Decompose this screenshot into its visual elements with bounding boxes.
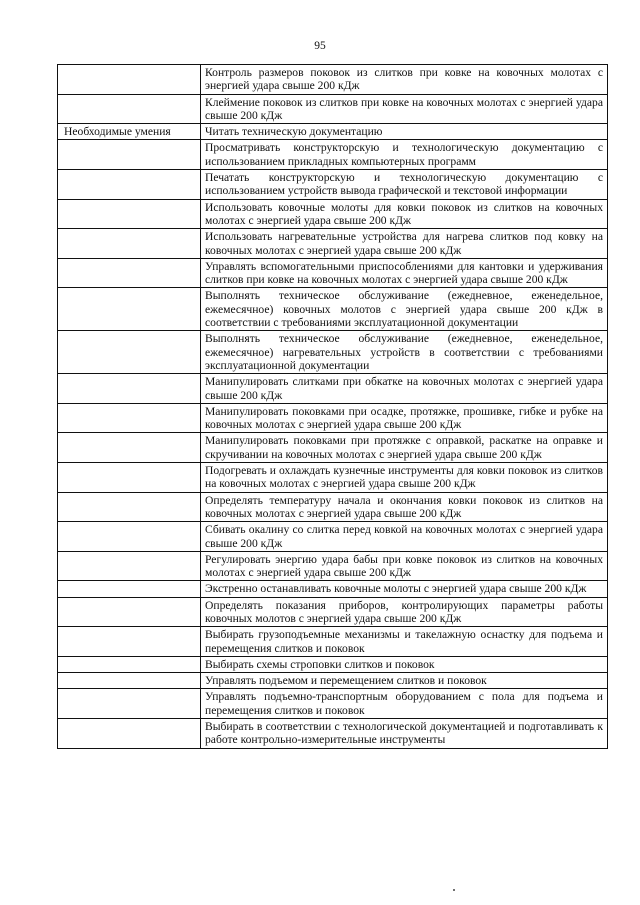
row-text-cell: Определять температуру начала и окончания ковки поковок из слитков на ковочных молотах с энергией удара свыше 200 кДж xyxy=(201,492,608,522)
table-row xyxy=(58,140,608,170)
table-row xyxy=(58,719,608,749)
row-label-cell xyxy=(58,656,201,672)
table-row xyxy=(58,229,608,259)
row-text-cell: Выполнять техническое обслуживание (ежедневное, еженедельное, ежемесячное) нагревательных устройств в соответствии с требованиями эксплуатационной документации xyxy=(201,331,608,374)
row-text-cell: Экстренно останавливать ковочные молоты с энергией удара свыше 200 кДж xyxy=(201,581,608,597)
row-label-cell xyxy=(58,140,201,170)
row-text-cell: Управлять подъемом и перемещением слитков и поковок xyxy=(201,673,608,689)
table-row xyxy=(58,597,608,627)
row-label-cell xyxy=(58,433,201,463)
row-text-cell: Регулировать энергию удара бабы при ковке поковок из слитков на ковочных молотах с энергией удара свыше 200 кДж xyxy=(201,551,608,581)
row-label-cell xyxy=(58,492,201,522)
table-row xyxy=(58,522,608,552)
row-text-cell: Выбирать грузоподъемные механизмы и такелажную оснастку для подъема и перемещения слитков и поковок xyxy=(201,627,608,657)
row-label-cell xyxy=(58,229,201,259)
table-row xyxy=(58,492,608,522)
row-label-cell xyxy=(58,65,201,95)
table-row xyxy=(58,673,608,689)
row-text-cell: Выбирать в соответствии с технологической документацией и подготавливать к работе контрольно-измерительные инструменты xyxy=(201,719,608,749)
row-text-cell: Управлять подъемно-транспортным оборудованием с пола для подъема и перемещения слитков и поковок xyxy=(201,689,608,719)
row-label-cell xyxy=(58,331,201,374)
requirements-table xyxy=(57,64,608,749)
row-text-cell: Выполнять техническое обслуживание (ежедневное, еженедельное, ежемесячное) ковочных молотов с энергией удара свыше 200 кДж в соответствии с требованиями эксплуатационной документации xyxy=(201,288,608,331)
row-text-cell: Подогревать и охлаждать кузнечные инструменты для ковки поковок из слитков на ковочных молотах с энергией удара свыше 200 кДж xyxy=(201,463,608,493)
table-row xyxy=(58,288,608,331)
row-label-cell xyxy=(58,673,201,689)
row-label-cell xyxy=(58,689,201,719)
table-body xyxy=(58,65,608,749)
table-row xyxy=(58,65,608,95)
row-text-cell: Использовать нагревательные устройства для нагрева слитков под ковку на ковочных молотах с энергией удара свыше 200 кДж xyxy=(201,229,608,259)
table-row xyxy=(58,689,608,719)
row-label-cell xyxy=(58,374,201,404)
table-row xyxy=(58,94,608,124)
table-row xyxy=(58,124,608,140)
table-row xyxy=(58,433,608,463)
table-row xyxy=(58,627,608,657)
row-label-cell xyxy=(58,199,201,229)
row-label-cell xyxy=(58,551,201,581)
row-text-cell: Определять показания приборов, контролирующих параметры работы ковочных молотов с энергией удара свыше 200 кДж xyxy=(201,597,608,627)
scan-dot xyxy=(453,889,455,891)
row-text-cell: Читать техническую документацию xyxy=(201,124,608,140)
table-row xyxy=(58,656,608,672)
row-text-cell: Манипулировать слитками при обкатке на ковочных молотах с энергией удара свыше 200 кДж xyxy=(201,374,608,404)
row-label-cell xyxy=(58,288,201,331)
table-row xyxy=(58,374,608,404)
table-row xyxy=(58,199,608,229)
page-number: 95 xyxy=(314,40,326,52)
row-text-cell: Печатать конструкторскую и технологическую документацию с использованием устройств вывода графической и текстовой информации xyxy=(201,170,608,200)
table-row xyxy=(58,258,608,288)
row-label-cell xyxy=(58,170,201,200)
row-label-cell xyxy=(58,627,201,657)
row-text-cell: Управлять вспомогательными приспособлениями для кантовки и удерживания слитков при ковке на ковочных молотах с энергией удара свыше 200 кДж xyxy=(201,258,608,288)
row-label-cell xyxy=(58,463,201,493)
table-row xyxy=(58,403,608,433)
row-label-cell xyxy=(58,403,201,433)
row-text-cell: Манипулировать поковками при осадке, протяжке, прошивке, гибке и рубке на ковочных молотах с энергией удара свыше 200 кДж xyxy=(201,403,608,433)
row-text-cell: Выбирать схемы строповки слитков и поковок xyxy=(201,656,608,672)
table-row xyxy=(58,170,608,200)
row-label-cell xyxy=(58,581,201,597)
row-label-cell xyxy=(58,522,201,552)
table-row xyxy=(58,331,608,374)
row-text-cell: Сбивать окалину со слитка перед ковкой на ковочных молотах с энергией удара свыше 200 кДж xyxy=(201,522,608,552)
row-text-cell: Клеймение поковок из слитков при ковке на ковочных молотах с энергией удара свыше 200 кДж xyxy=(201,94,608,124)
row-label-cell xyxy=(58,719,201,749)
row-text-cell: Использовать ковочные молоты для ковки поковок из слитков на ковочных молотах с энергией удара свыше 200 кДж xyxy=(201,199,608,229)
row-label-cell xyxy=(58,597,201,627)
table-row xyxy=(58,551,608,581)
row-label-cell: Необходимые умения xyxy=(58,124,201,140)
row-label-cell xyxy=(58,258,201,288)
row-text-cell: Контроль размеров поковок из слитков при ковке на ковочных молотах с энергией удара свыше 200 кДж xyxy=(201,65,608,95)
row-label-cell xyxy=(58,94,201,124)
row-text-cell: Манипулировать поковками при протяжке с оправкой, раскатке на оправке и скручивании на ковочных молотах с энергией удара свыше 200 кДж xyxy=(201,433,608,463)
table-row xyxy=(58,463,608,493)
table-row xyxy=(58,581,608,597)
row-text-cell: Просматривать конструкторскую и технологическую документацию с использованием прикладных компьютерных программ xyxy=(201,140,608,170)
